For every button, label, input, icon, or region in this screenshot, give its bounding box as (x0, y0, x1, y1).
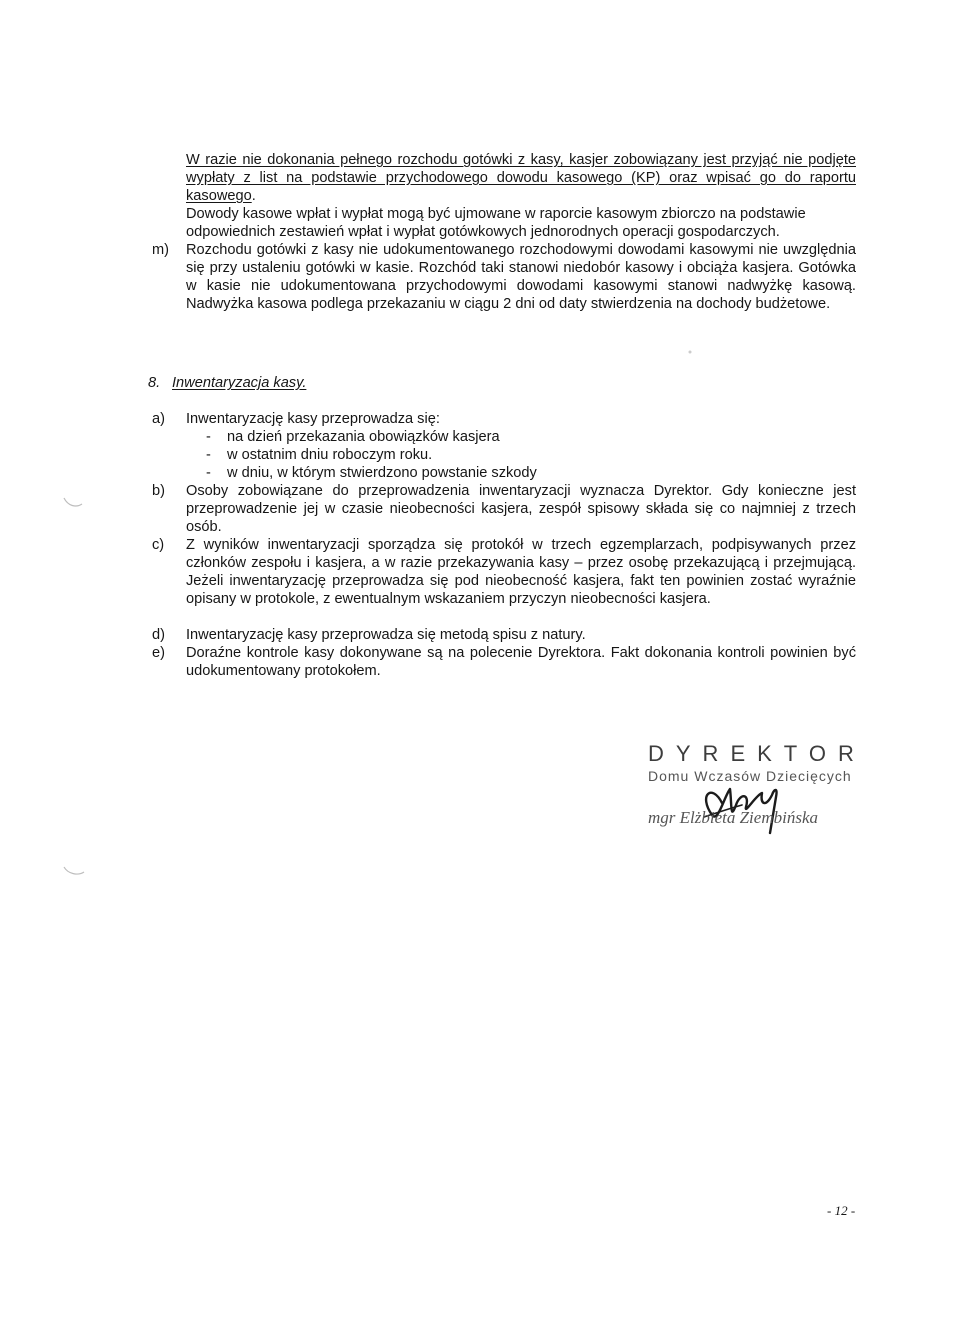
item-a-marker: a) (152, 411, 165, 427)
item-d-text: Inwentaryzację kasy przeprowadza się metodą spisu z natury. (186, 627, 586, 643)
scan-speck (686, 348, 694, 356)
scan-mark (62, 494, 84, 510)
intro-period: . (251, 188, 256, 204)
item-c-text: Z wyników inwentaryzacji sporządza się protokół w trzech egzemplarzach, podpisywanych przez członków zespołu i kasjera, a w razie przekazywania kasy – przez osobę przekazującą i przejmującą. Jeżeli inwentaryzację przeprowadza się pod nieobecność kasjera, fakt ten powinien zostać wyraźnie opisany w protokole, z ewentualnym wskazaniem przyczyn nieobecności kasjera. (186, 537, 856, 607)
dash-bullet: - (206, 465, 211, 481)
section-title: Inwentaryzacja kasy. (172, 375, 307, 391)
item-e-marker: e) (152, 645, 165, 661)
item-m-marker: m) (152, 242, 170, 258)
intro-paragraph (186, 151, 856, 205)
intro-underlined-text: W razie nie dokonania pełnego rozchodu gotówki z kasy, kasjer zobowiązany jest przyjąć nie podjęte wypłaty z list na podstawie przychodowego dowodu kasowego (KP) oraz wpisać go do raportu kasowego (186, 152, 856, 204)
item-b-marker: b) (152, 483, 165, 499)
section-number: 8. (148, 375, 161, 391)
section-heading (148, 374, 306, 392)
stamp-name: mgr Elżbieta Ziembińska (648, 808, 818, 827)
item-m-text: Rozchodu gotówki z kasy nie udokumentowanego rozchodowymi dowodami kasowymi nie uwzględnia się przy ustaleniu gotówki w kasie. Rozchód taki stanowi niedobór kasowy i obciąża kasjera. Gotówka w kasie nie udokumentowana przychodowymi dowodami kasowymi stanowi nadwyżkę kasową. Nadwyżka kasowa podlega przekazaniu w ciągu 2 dni od daty stwierdzenia na dochody budżetowe. (186, 242, 856, 312)
stamp-graphic (600, 735, 900, 845)
item-c-marker: c) (152, 537, 165, 553)
item-d-marker: d) (152, 627, 165, 643)
stamp-institution: Domu Wczasów Dziecięcych (648, 768, 852, 784)
page-number: - 12 - (827, 1203, 856, 1218)
scan-mark (62, 862, 86, 878)
dash-item-text: w dniu, w którym stwierdzono powstanie szkody (227, 465, 537, 481)
dash-item-text: w ostatnim dniu roboczym roku. (227, 447, 433, 463)
dash-bullet: - (206, 447, 211, 463)
item-a-text: Inwentaryzację kasy przeprowadza się: (186, 411, 440, 427)
dash-item-text: na dzień przekazania obowiązków kasjera (227, 429, 500, 445)
dash-bullet: - (206, 429, 211, 445)
item-e-text: Doraźne kontrole kasy dokonywane są na polecenie Dyrektora. Fakt dokonania kontroli powinien być udokumentowany protokołem. (186, 645, 856, 679)
director-stamp (600, 735, 900, 845)
cash-documents-paragraph: Dowody kasowe wpłat i wypłat mogą być ujmowane w raporcie kasowym zbiorczo na podstawie odpowiednich zestawień wpłat i wypłat gotówkowych jednorodnych operacji gospodarczych. (186, 206, 806, 240)
item-b-text: Osoby zobowiązane do przeprowadzenia inwentaryzacji wyznacza Dyrektor. Gdy konieczne jest przeprowadzenie jej w czasie nieobecności kasjera, zespół spisowy składa się co najmniej z trzech osób. (186, 483, 856, 535)
stamp-title: DYREKTOR (648, 741, 866, 766)
